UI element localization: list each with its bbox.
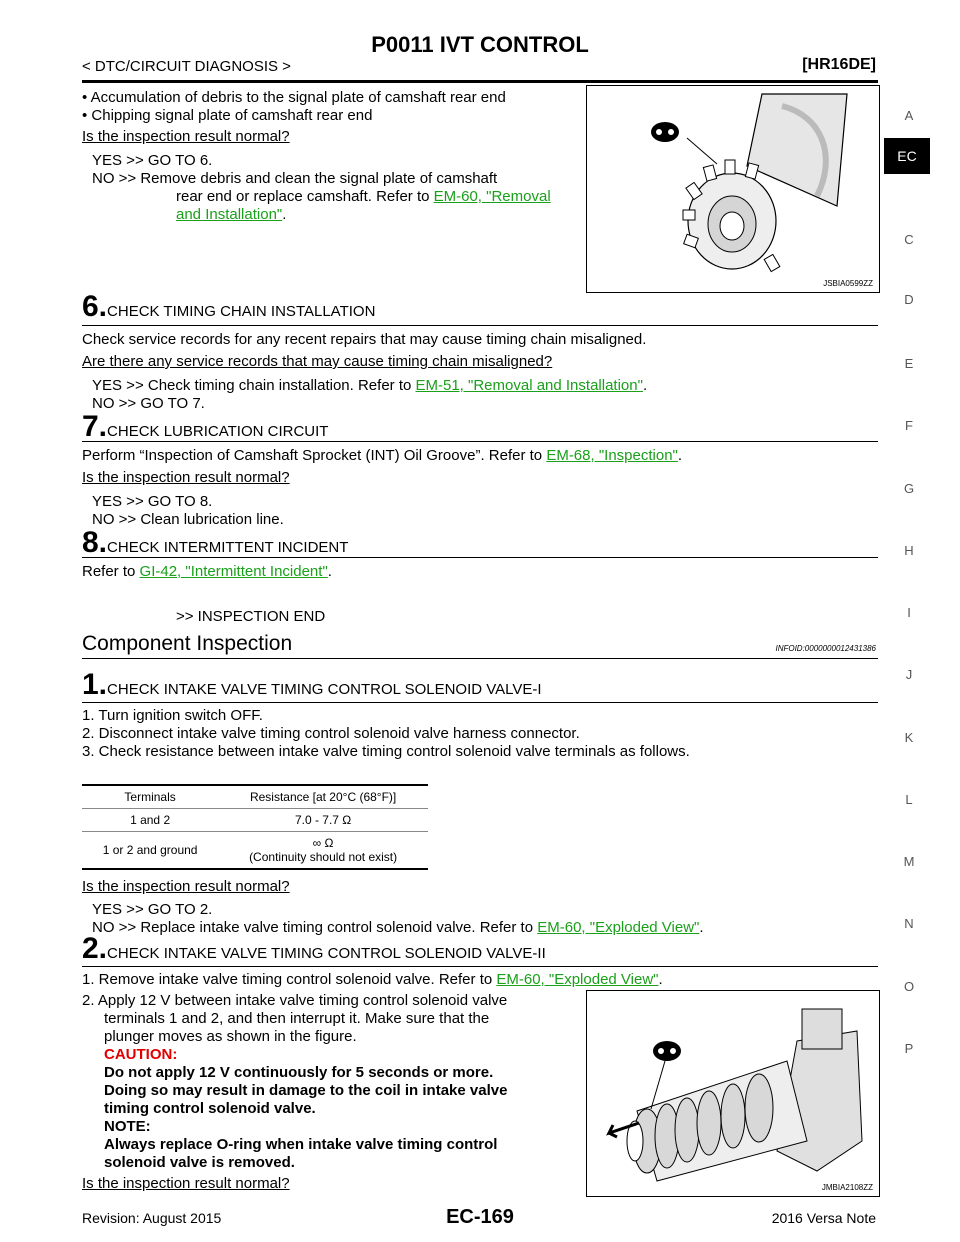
note-line-1: Always replace O-ring when intake valve timing control — [104, 1136, 498, 1153]
index-letter-f[interactable]: F — [905, 418, 913, 433]
table-cell-value: 7.0 - 7.7 Ω — [294, 813, 352, 827]
ci-step-1-no: NO >> Replace intake valve timing control solenoid valve. Refer to EM-60, "Exploded View". — [92, 919, 704, 936]
index-tab-active[interactable]: EC — [884, 138, 930, 174]
solenoid-valve-figure — [586, 990, 880, 1197]
ci-step-2-question: Is the inspection result normal? — [82, 1175, 290, 1192]
table-header-terminals: Terminals — [124, 790, 176, 804]
index-letter-a[interactable]: A — [904, 108, 914, 123]
index-letter-m[interactable]: M — [903, 854, 915, 869]
resistance-table — [82, 784, 428, 870]
index-letter-p[interactable]: P — [904, 1041, 914, 1056]
divider — [82, 966, 878, 967]
note-label: NOTE: — [104, 1118, 151, 1135]
divider — [82, 658, 878, 659]
component-inspection-title: Component Inspection — [82, 632, 293, 655]
table-row — [82, 832, 428, 870]
divider — [82, 325, 878, 326]
table-row — [82, 809, 428, 832]
bullet-chipping: • Chipping signal plate of camshaft rear end — [82, 107, 373, 124]
no-line: NO >> Remove debris and clean the signal plate of camshaft — [92, 170, 498, 187]
link-em68[interactable]: EM-68, "Inspection" — [546, 447, 678, 464]
link-em51[interactable]: EM-51, "Removal and Installation" — [415, 377, 643, 394]
index-letter-l[interactable]: L — [905, 792, 913, 807]
step-8-heading: 8.CHECK INTERMITTENT INCIDENT — [82, 526, 349, 559]
ci-step-2-item-2-line3: plunger moves as shown in the figure. — [104, 1028, 357, 1045]
page-title: P0011 IVT CONTROL — [371, 32, 589, 57]
step-6-body: Check service records for any recent repairs that may cause timing chain misaligned. — [82, 331, 647, 348]
table-cell-terminals: 1 or 2 and ground — [102, 843, 198, 857]
note-line-2: solenoid valve is removed. — [104, 1154, 295, 1171]
index-letter-h[interactable]: H — [904, 543, 914, 558]
no-line-cont: rear end or replace camshaft. Refer to EM-60, "Removal — [176, 188, 551, 205]
no-line-cont2: and Installation". — [176, 206, 287, 223]
step-6-no: NO >> GO TO 7. — [92, 395, 205, 412]
solenoid-drawing — [587, 991, 879, 1196]
divider — [82, 702, 878, 703]
table-cell-terminals: 1 and 2 — [130, 813, 171, 827]
ci-step-2-item-2-line2: terminals 1 and 2, and then interrupt it. Make sure that the — [104, 1010, 490, 1027]
engine-code: [HR16DE] — [802, 56, 876, 73]
table-header-resistance: Resistance [at 20°C (68°F)] — [249, 790, 397, 804]
bullet-debris: • Accumulation of debris to the signal plate of camshaft rear end — [82, 89, 506, 106]
ci-step-1-yes: YES >> GO TO 2. — [92, 901, 213, 918]
section-subhead: < DTC/CIRCUIT DIAGNOSIS > — [82, 58, 291, 75]
step-7-yes: YES >> GO TO 8. — [92, 493, 213, 510]
index-letter-i[interactable]: I — [907, 605, 911, 620]
caution-label: CAUTION: — [104, 1046, 178, 1063]
ci-step-2-item-2: 2. Apply 12 V between intake valve timing control solenoid valve — [82, 992, 508, 1009]
figure-id: JMBIA2108ZZ — [821, 1183, 873, 1192]
caution-line-3: timing control solenoid valve. — [104, 1100, 316, 1117]
ci-step-1-item-1: 1. Turn ignition switch OFF. — [82, 707, 263, 724]
divider — [82, 557, 878, 558]
table-cell-value: ∞ Ω (Continuity should not exist) — [249, 836, 398, 864]
ci-step-2-heading: 2.CHECK INTAKE VALVE TIMING CONTROL SOLENOID VALVE-II — [82, 932, 546, 965]
index-letter-d[interactable]: D — [904, 292, 914, 307]
link-em60-removal[interactable]: EM-60, "Removal — [433, 188, 551, 205]
index-letter-n[interactable]: N — [904, 916, 914, 931]
ci-step-1-heading: 1.CHECK INTAKE VALVE TIMING CONTROL SOLENOID VALVE-I — [82, 668, 542, 701]
step-8-body: Refer to GI-42, "Intermittent Incident". — [82, 563, 332, 580]
ci-step-2-item-1: 1. Remove intake valve timing control solenoid valve. Refer to EM-60, "Exploded View". — [82, 971, 663, 988]
index-letter-k[interactable]: K — [904, 730, 914, 745]
link-em60-exploded-2[interactable]: EM-60, "Exploded View" — [496, 971, 659, 988]
camshaft-figure — [586, 85, 880, 293]
step-7-no: NO >> Clean lubrication line. — [92, 511, 284, 528]
yes-line: YES >> GO TO 6. — [92, 152, 213, 169]
index-letter-o[interactable]: O — [903, 979, 915, 994]
link-gi42[interactable]: GI-42, "Intermittent Incident" — [139, 563, 328, 580]
index-letter-j[interactable]: J — [905, 667, 913, 682]
header-rule — [82, 80, 878, 83]
link-em60-installation[interactable]: and Installation" — [176, 206, 283, 223]
step-6-yes: YES >> Check timing chain installation. Refer to EM-51, "Removal and Installation". — [92, 377, 648, 394]
camshaft-drawing — [587, 86, 879, 292]
link-em60-exploded[interactable]: EM-60, "Exploded View" — [537, 919, 700, 936]
info-id: INFOID:0000000012431386 — [775, 644, 876, 653]
figure-id: JSBIA0599ZZ — [823, 279, 873, 288]
caution-line-2: Doing so may result in damage to the coil in intake valve — [104, 1082, 508, 1099]
step-6-question: Are there any service records that may cause timing chain misaligned? — [82, 353, 553, 370]
step-7-heading: 7.CHECK LUBRICATION CIRCUIT — [82, 410, 329, 443]
page-number: EC-169 — [446, 1206, 514, 1228]
divider — [82, 441, 878, 442]
step-7-question: Is the inspection result normal? — [82, 469, 290, 486]
vehicle-model: 2016 Versa Note — [771, 1210, 876, 1226]
inspection-end: >> INSPECTION END — [176, 608, 326, 625]
caution-line-1: Do not apply 12 V continuously for 5 seconds or more. — [104, 1064, 494, 1081]
step-6-heading: 6.CHECK TIMING CHAIN INSTALLATION — [82, 290, 376, 323]
ci-step-1-question: Is the inspection result normal? — [82, 878, 290, 895]
table-header-row — [82, 785, 428, 809]
question-normal: Is the inspection result normal? — [82, 128, 290, 145]
ci-step-1-item-2: 2. Disconnect intake valve timing control solenoid valve harness connector. — [82, 725, 580, 742]
index-letter-g[interactable]: G — [903, 481, 915, 496]
index-letter-e[interactable]: E — [904, 356, 914, 371]
index-letter-c[interactable]: C — [904, 232, 914, 247]
step-7-body: Perform “Inspection of Camshaft Sprocket (INT) Oil Groove”. Refer to EM-68, "Inspection". — [82, 447, 683, 464]
revision-date: Revision: August 2015 — [82, 1210, 222, 1226]
ci-step-1-item-3: 3. Check resistance between intake valve timing control solenoid valve terminals as follows. — [82, 743, 690, 760]
